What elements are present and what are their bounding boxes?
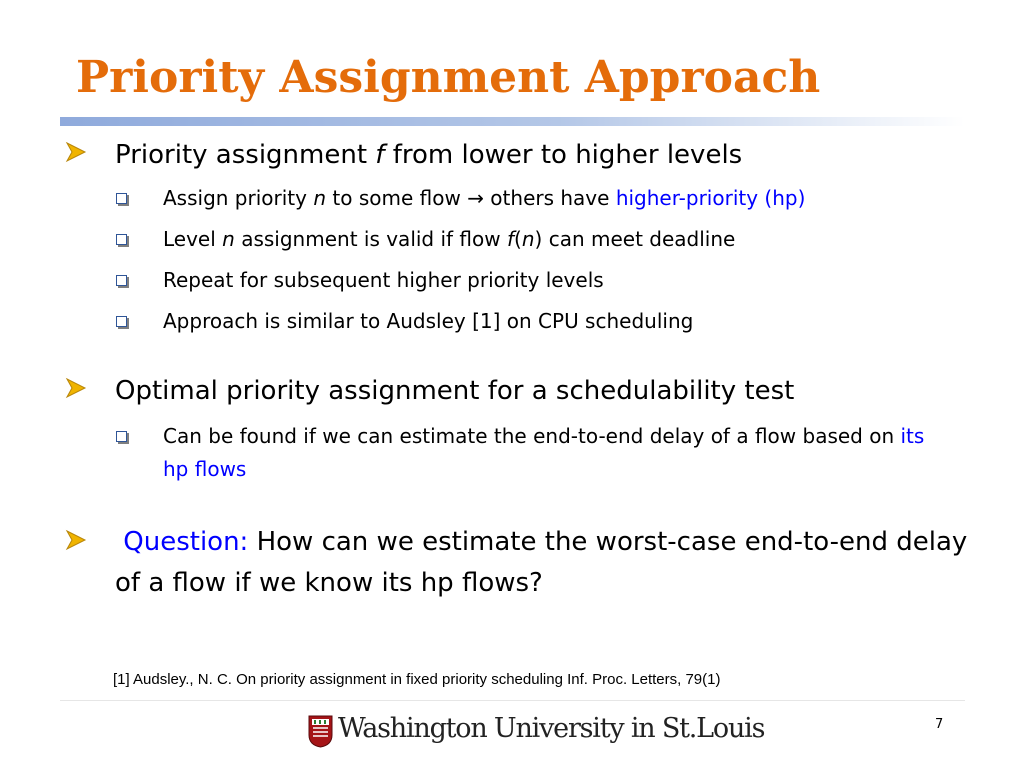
square-bullet-icon — [116, 275, 127, 286]
slide-title: Priority Assignment Approach — [76, 52, 821, 103]
sub-bullet-repeat: Repeat for subsequent higher priority levels — [163, 268, 604, 292]
footer-divider — [60, 700, 965, 701]
square-bullet-icon — [116, 431, 127, 442]
bullet-priority-assignment: Priority assignment f from lower to higher levels — [115, 140, 743, 170]
arrow-bullet-icon — [64, 140, 88, 164]
title-underline — [60, 117, 965, 126]
sub-bullet-estimate-delay: Can be found if we can estimate the end-to-end delay of a flow based on its hp flows — [163, 424, 925, 481]
arrow-bullet-icon — [64, 528, 88, 552]
square-bullet-icon — [116, 193, 127, 204]
bullet-question: Question: How can we estimate the worst-case end-to-end delay of a flow if we know its hp flows? — [115, 527, 968, 598]
university-seal-icon — [308, 715, 333, 748]
right-arrow-icon: → — [467, 186, 484, 210]
bullet-optimal-assignment: Optimal priority assignment for a schedulability test — [115, 376, 795, 406]
square-bullet-icon — [116, 234, 127, 245]
sub-bullet-assign-priority: Assign priority n to some flow → others have higher-priority (hp) — [163, 186, 806, 210]
square-bullet-icon — [116, 316, 127, 327]
university-logo-text: Washington University in St.Louis — [338, 713, 765, 744]
sub-bullet-level-valid: Level n assignment is valid if flow f(n) can meet deadline — [163, 227, 736, 251]
sub-bullet-audsley: Approach is similar to Audsley [1] on CPU scheduling — [163, 309, 694, 333]
footnote: [1] Audsley., N. C. On priority assignment in fixed priority scheduling Inf. Proc. Letters, 79(1) — [113, 671, 721, 688]
arrow-bullet-icon — [64, 376, 88, 400]
question-label: Question: — [123, 527, 249, 557]
page-number: 7 — [935, 717, 944, 732]
